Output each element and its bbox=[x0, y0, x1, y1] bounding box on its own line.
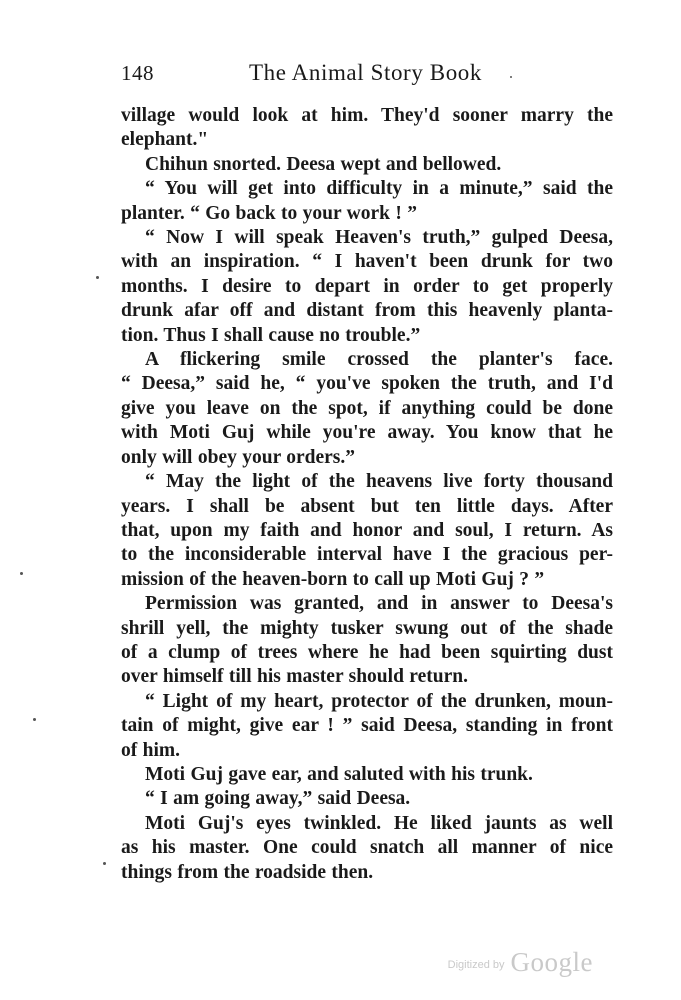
scan-speck bbox=[20, 572, 23, 575]
text-line: Chihun snorted. Deesa wept and bellowed. bbox=[145, 153, 502, 175]
text-line: months. I desire to depart in order to get properly bbox=[121, 275, 613, 297]
text-line: A flickering smile crossed the planter's face. bbox=[145, 349, 613, 371]
text-line: over himself till his master should return. bbox=[121, 666, 468, 688]
paragraph bbox=[121, 470, 613, 592]
text-line: only will obey your orders.” bbox=[121, 446, 356, 468]
text-line: “ May the light of the heavens live forty thousand bbox=[145, 471, 613, 493]
text-line: mission of the heaven-born to call up Moti Guj ? ” bbox=[121, 568, 545, 590]
paragraph bbox=[121, 690, 613, 763]
text-line: years. I shall be absent but ten little days. After bbox=[121, 495, 613, 517]
page-number: 148 bbox=[121, 61, 154, 85]
text-line: planter. “ Go back to your work ! ” bbox=[121, 202, 417, 224]
text-line: Permission was granted, and in answer to Deesa's bbox=[145, 593, 613, 615]
text-line: of a clump of trees where he had been squirting dust bbox=[121, 641, 613, 663]
text-line: “ Now I will speak Heaven's truth,” gulped Deesa, bbox=[145, 227, 613, 249]
paragraph bbox=[121, 763, 613, 787]
text-line: “ I am going away,” said Deesa. bbox=[145, 788, 411, 810]
paragraph bbox=[121, 104, 613, 153]
running-title: The Animal Story Book bbox=[249, 60, 483, 85]
paragraph bbox=[121, 348, 613, 470]
text-line: “ Light of my heart, protector of the drunken, moun- bbox=[145, 690, 613, 712]
watermark-prefix: Digitized by bbox=[447, 959, 505, 971]
paragraph bbox=[121, 177, 613, 226]
scan-speck bbox=[103, 862, 106, 865]
text-line: village would look at him. They'd sooner marry the bbox=[121, 105, 613, 126]
text-line: shrill yell, the mighty tusker swung out of the shade bbox=[121, 617, 613, 639]
text-line: as his master. One could snatch all manner of nice bbox=[121, 837, 613, 859]
text-line: drunk afar off and distant from this heavenly planta- bbox=[121, 300, 613, 322]
text-line: tain of might, give ear ! ” said Deesa, standing in front bbox=[121, 715, 613, 737]
paragraph bbox=[121, 226, 613, 348]
paragraph bbox=[121, 592, 613, 690]
digitized-watermark bbox=[448, 947, 593, 978]
text-line: tion. Thus I shall cause no trouble.” bbox=[121, 324, 421, 346]
body-text bbox=[121, 104, 613, 885]
text-line: to the inconsiderable interval have I the gracious per- bbox=[121, 544, 613, 566]
text-line: things from the roadside then. bbox=[121, 861, 374, 883]
paragraph bbox=[121, 812, 613, 885]
text-line: “ You will get into difficulty in a minute,” said the bbox=[145, 178, 613, 200]
text-line: with Moti Guj while you're away. You know that he bbox=[121, 422, 613, 444]
paragraph bbox=[121, 787, 613, 811]
scan-speck bbox=[510, 76, 512, 78]
text-line: of him. bbox=[121, 739, 180, 761]
google-logo: Google bbox=[510, 947, 593, 977]
text-line: give you leave on the spot, if anything could be done bbox=[121, 397, 613, 419]
text-line: “ Deesa,” said he, “ you've spoken the truth, and I'd bbox=[121, 373, 613, 395]
text-line: Moti Guj's eyes twinkled. He liked jaunts as well bbox=[145, 812, 613, 834]
paragraph bbox=[121, 153, 613, 177]
text-line: that, upon my faith and honor and soul, I return. As bbox=[121, 519, 613, 541]
text-line: with an inspiration. “ I haven't been drunk for two bbox=[121, 251, 613, 273]
scan-speck bbox=[33, 718, 36, 721]
text-line: Moti Guj gave ear, and saluted with his trunk. bbox=[145, 763, 533, 785]
text-line: elephant." bbox=[121, 129, 209, 151]
page-header bbox=[121, 58, 616, 88]
scan-speck bbox=[96, 276, 99, 279]
